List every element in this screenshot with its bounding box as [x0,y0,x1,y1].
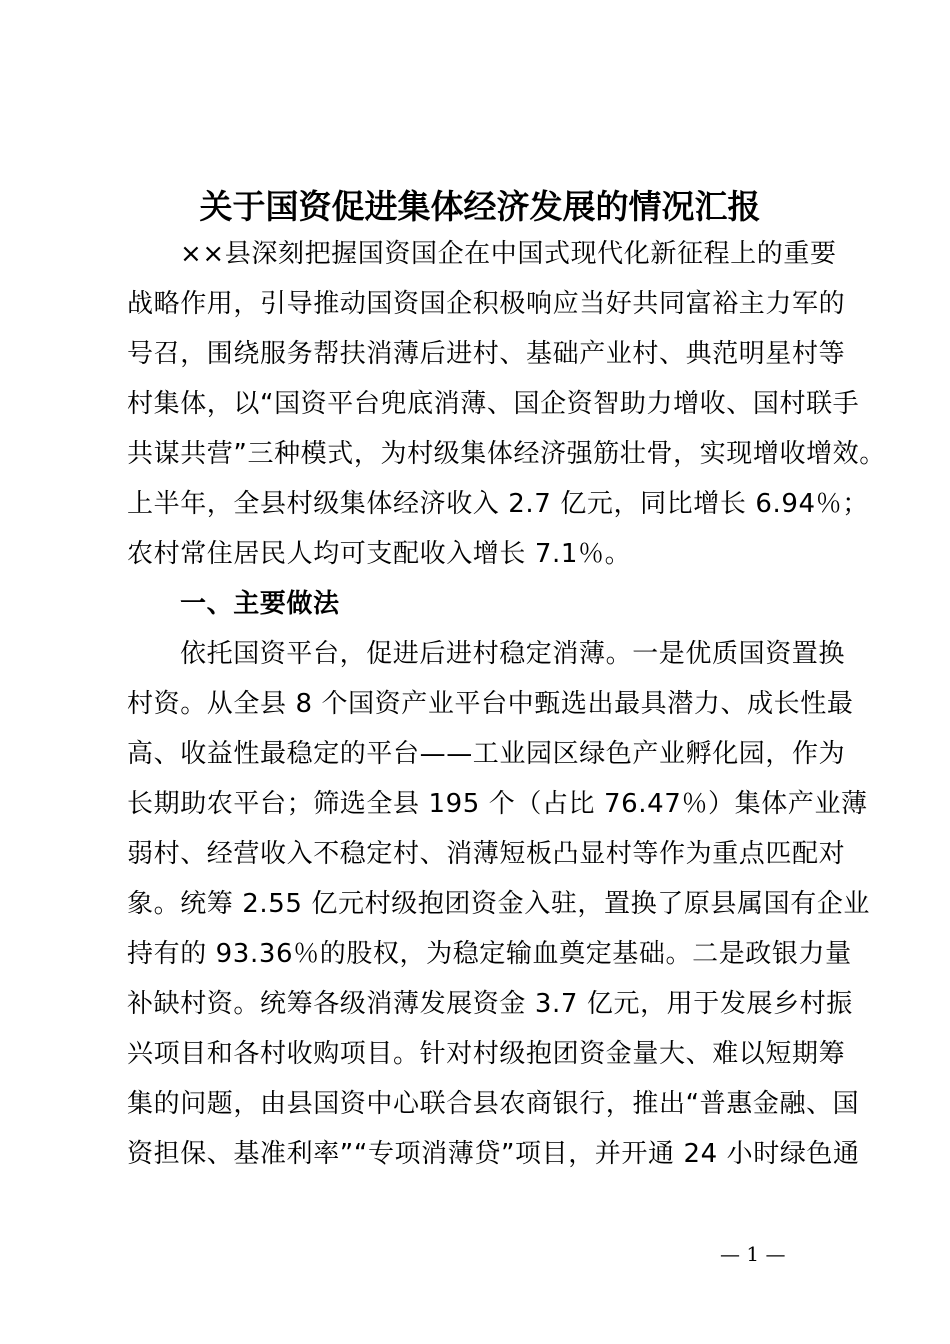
paragraph-line: 村资。从全县 8 个国资产业平台中甄选出最具潜力、成长性最 [127,689,854,719]
section-heading: 一、主要做法 [180,589,340,619]
paragraph-line: 资担保、基准利率”“专项消薄贷”项目，并开通 24 小时绿色通 [127,1139,860,1169]
paragraph-line: 集的问题，由县国资中心联合县农商银行，推出“普惠金融、国 [127,1089,860,1119]
paragraph-line: 上半年，全县村级集体经济收入 2.7 亿元，同比增长 6.94％； [127,489,869,519]
paragraph-line: 兴项目和各村收购项目。针对村级抱团资金量大、难以短期筹 [127,1039,846,1069]
paragraph-line: 弱村、经营收入不稳定村、消薄短板凸显村等作为重点匹配对 [127,839,846,869]
paragraph-line: 战略作用，引导推动国资国企积极响应当好共同富裕主力军的 [127,289,846,319]
paragraph-line: 长期助农平台；筛选全县 195 个（占比 76.47％）集体产业薄 [127,789,868,819]
paragraph-line: 高、收益性最稳定的平台——工业园区绿色产业孵化园，作为 [127,739,846,769]
paragraph-line: 持有的 93.36％的股权，为稳定输血奠定基础。二是政银力量 [127,939,852,969]
paragraph-line: 象。统筹 2.55 亿元村级抱团资金入驻，置换了原县属国有企业 [127,889,871,919]
page-number: — 1 — [720,1242,786,1266]
paragraph-line: 农村常住居民人均可支配收入增长 7.1％。 [127,539,632,569]
document-title: 关于国资促进集体经济发展的情况汇报 [199,187,761,226]
paragraph-line: 村集体，以“国资平台兜底消薄、国企资智助力增收、国村联手 [127,389,860,419]
paragraph-line: 共谋共营”三种模式，为村级集体经济强筋壮骨，实现增收增效。 [127,439,886,469]
paragraph-line: 补缺村资。统筹各级消薄发展资金 3.7 亿元，用于发展乡村振 [127,989,853,1019]
paragraph-line: ××县深刻把握国资国企在中国式现代化新征程上的重要 [180,239,837,269]
paragraph-line: 号召，围绕服务帮扶消薄后进村、基础产业村、典范明星村等 [127,339,846,369]
paragraph-line: 依托国资平台，促进后进村稳定消薄。一是优质国资置换 [180,639,846,669]
